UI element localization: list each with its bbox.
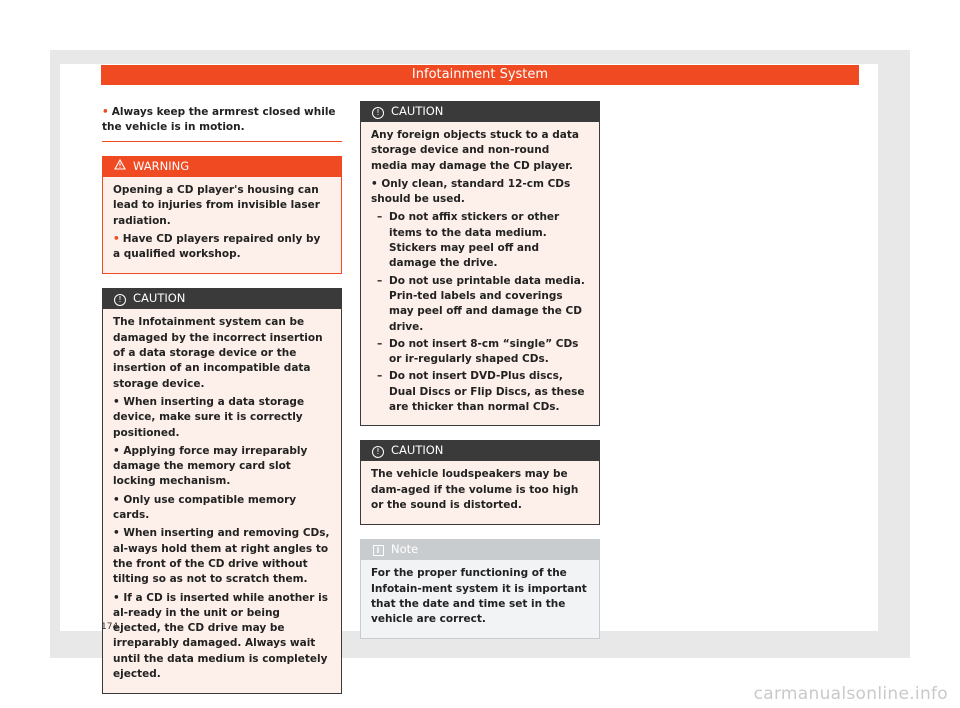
note-box	[360, 539, 600, 639]
note-header	[360, 539, 600, 560]
caution-bullet: • Applying force may irreparably damage the memory card slot locking mechanism.	[113, 444, 308, 488]
caution-box-data-storage	[102, 288, 342, 694]
caution-title: CAUTION	[391, 443, 444, 458]
caution-text: The vehicle loudspeakers may be dam-aged if the volume is too high or the sound is distorted.	[371, 468, 579, 511]
caution-bullet: • When inserting and removing CDs, al-ways hold them at right angles to the front of the CD drive without tilting so as not to scratch them.	[113, 527, 330, 586]
note-title: Note	[391, 542, 419, 557]
caution-box-loudspeakers	[360, 440, 600, 525]
note-body	[360, 560, 600, 639]
caution-title: CAUTION	[133, 291, 186, 306]
caution-body	[360, 122, 600, 426]
left-column	[102, 101, 342, 694]
caution-header	[360, 101, 600, 122]
warning-triangle-icon	[114, 156, 126, 177]
warning-title: WARNING	[133, 159, 190, 173]
caution-bullet: • If a CD is inserted while another is al-ready in the unit or being ejected, the CD drive may be irreparably damaged. Always wait until the data medium is completely ejected.	[113, 591, 328, 681]
bullet-marker: •	[102, 106, 109, 118]
dash-item: – Do not affix stickers or other items to the data medium. Stickers may peel off and damage the drive.	[377, 211, 560, 270]
caution-intro: The Infotainment system can be damaged by the incorrect insertion of a data storage device or the insertion of an incompatible data storage device.	[113, 316, 323, 390]
caution-header	[360, 440, 600, 461]
warning-body	[102, 177, 342, 274]
caution-bullet: • When inserting a data storage device, make sure it is correctly positioned.	[113, 395, 305, 439]
caution-body	[360, 461, 600, 525]
caution-bullet: • Only clean, standard 12-cm CDs should be used.	[371, 177, 571, 206]
warning-header	[102, 156, 342, 177]
caution-header	[102, 288, 342, 309]
caution-box-cd-media	[360, 101, 600, 426]
warning-bullet: • Have CD players repaired only by a qualified workshop.	[113, 232, 321, 261]
watermark[interactable]: carmanualsonline.info	[753, 684, 948, 704]
dash-item: – Do not use printable data media. Prin-ted labels and coverings may peel off and damage the CD drive.	[377, 274, 585, 333]
caution-intro: Any foreign objects stuck to a data storage device and non-round media may damage the CD player.	[371, 129, 579, 172]
dash-item: – Do not insert 8-cm “single” CDs or ir-regularly shaped CDs.	[377, 337, 579, 366]
page-header-title: Infotainment System	[101, 65, 859, 85]
dash-item: – Do not insert DVD-Plus discs, Dual Discs or Flip Discs, as these are thicker than normal CDs.	[377, 370, 585, 414]
warning-box	[102, 156, 342, 274]
note-text: For the proper functioning of the Infotain-ment system it is important that the date and time set in the vehicle are correct.	[371, 567, 587, 626]
caution-circle-icon: !	[372, 101, 384, 122]
caution-title: CAUTION	[391, 104, 444, 118]
caution-bullet: • Only use compatible memory cards.	[113, 493, 297, 522]
caution-body	[102, 309, 342, 694]
caution-circle-icon: !	[372, 440, 384, 461]
warning-text: Opening a CD player's housing can lead to injuries from invisible laser radiation.	[113, 184, 320, 227]
caution-circle-icon: !	[114, 288, 126, 309]
bullet-marker: •	[113, 232, 120, 245]
middle-column	[360, 101, 600, 639]
page-number: 174	[101, 622, 119, 632]
armrest-note: • Always keep the armrest closed while the vehicle is in motion.	[102, 101, 342, 142]
info-icon: i	[372, 539, 384, 560]
